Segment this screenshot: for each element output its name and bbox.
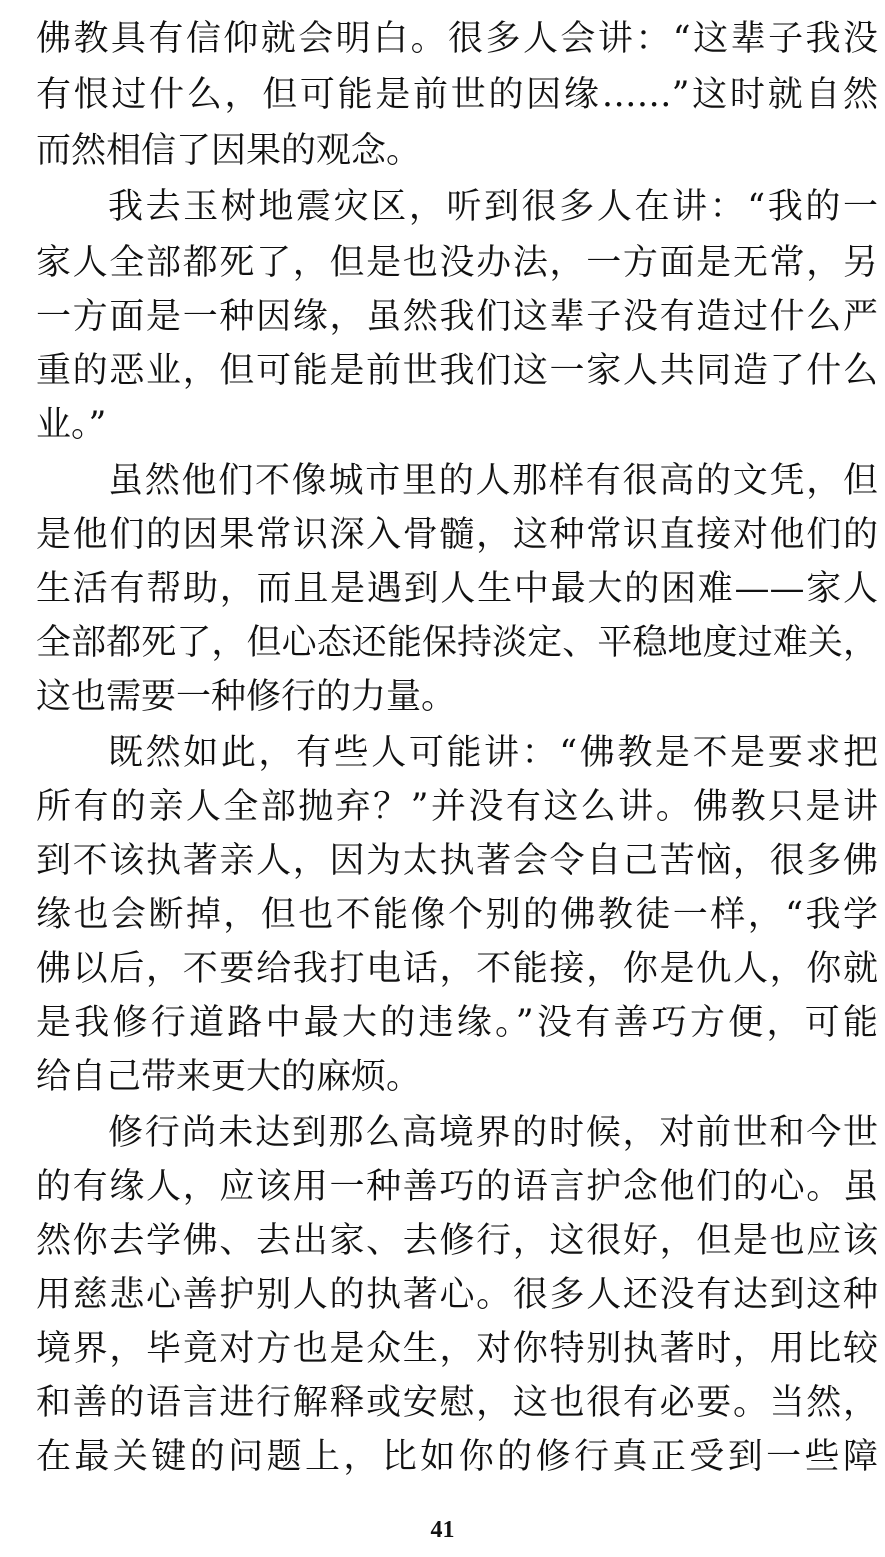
text-line: 缘也会断掉，但也不能像个别的佛教徒一样，“我学 [36, 895, 878, 935]
text-line: 我去玉树地震灾区，听到很多人在讲：“我的一 [108, 187, 878, 227]
text-line: 全部都死了，但心态还能保持淡定、平稳地度过难关， [36, 623, 878, 663]
text-line: 在最关键的问题上，比如你的修行真正受到一些障 [36, 1437, 878, 1477]
text-line: 用慈悲心善护别人的执著心。很多人还没有达到这种 [36, 1275, 878, 1315]
text-line: 到不该执著亲人，因为太执著会令自己苦恼，很多佛 [36, 841, 878, 881]
text-line: 是我修行道路中最大的违缘。”没有善巧方便，可能 [36, 1003, 878, 1043]
text-line: 而然相信了因果的观念。 [36, 131, 422, 171]
text-line: 佛以后，不要给我打电话，不能接，你是仇人，你就 [36, 949, 878, 989]
text-line: 给自己带来更大的麻烦。 [36, 1057, 422, 1097]
text-line: 虽然他们不像城市里的人那样有很高的文凭，但 [108, 461, 878, 501]
text-line: 然你去学佛、去出家、去修行，这很好，但是也应该 [36, 1221, 878, 1261]
text-line: 所有的亲人全部抛弃？”并没有这么讲。佛教只是讲 [36, 787, 878, 827]
text-line: 重的恶业，但可能是前世我们这一家人共同造了什么 [36, 351, 878, 391]
text-line: 佛教具有信仰就会明白。很多人会讲：“这辈子我没 [36, 19, 878, 59]
text-line: 既然如此，有些人可能讲：“佛教是不是要求把 [108, 733, 878, 773]
text-line: 境界，毕竟对方也是众生，对你特别执著时，用比较 [36, 1329, 878, 1369]
text-line: 修行尚未达到那么高境界的时候，对前世和今世 [108, 1113, 878, 1153]
text-line: 一方面是一种因缘，虽然我们这辈子没有造过什么严 [36, 297, 878, 337]
text-line: 的有缘人，应该用一种善巧的语言护念他们的心。虽 [36, 1167, 878, 1207]
text-line: 这也需要一种修行的力量。 [36, 677, 457, 717]
text-line: 家人全部都死了，但是也没办法，一方面是无常，另 [36, 243, 878, 283]
text-line: 生活有帮助，而且是遇到人生中最大的困难——家人 [36, 569, 878, 609]
text-line: 是他们的因果常识深入骨髓，这种常识直接对他们的 [36, 515, 878, 555]
text-line: 有恨过什么，但可能是前世的因缘……”这时就自然 [36, 75, 878, 115]
page-number: 41 [430, 1517, 455, 1543]
text-line: 业。” [36, 405, 107, 445]
text-line: 和善的语言进行解释或安慰，这也很有必要。当然， [36, 1383, 878, 1423]
